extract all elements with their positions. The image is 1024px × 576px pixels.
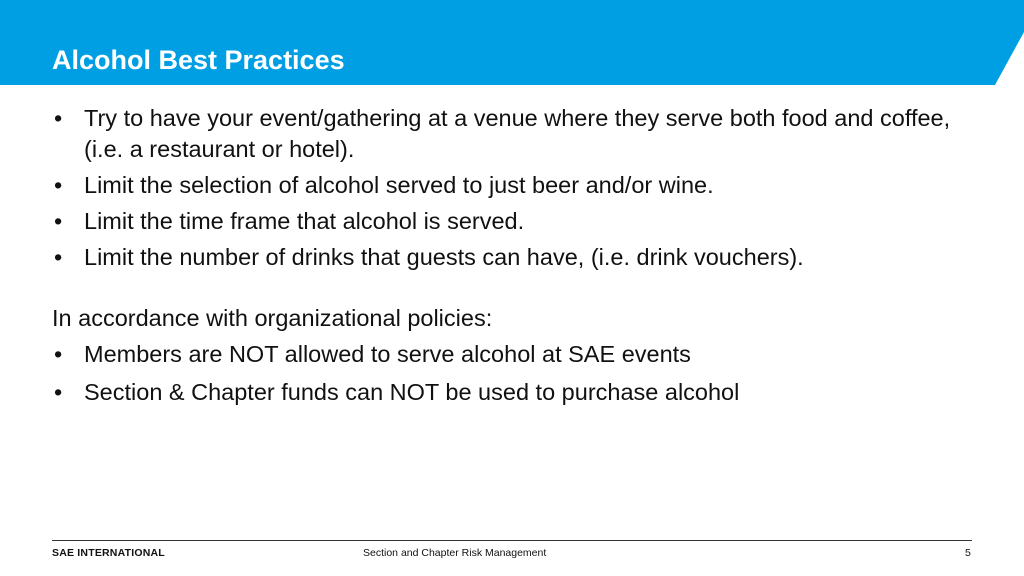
footer-title: Section and Chapter Risk Management bbox=[363, 547, 547, 559]
footer-divider bbox=[52, 540, 972, 541]
list-item bbox=[52, 377, 972, 408]
slide-content bbox=[52, 103, 972, 415]
list-item bbox=[52, 103, 972, 165]
bullet-icon: • bbox=[54, 208, 63, 234]
list-item-text: Limit the number of drinks that guests can have, (i.e. drink vouchers). bbox=[84, 244, 804, 270]
bullet-icon: • bbox=[54, 341, 63, 367]
list-item bbox=[52, 170, 972, 201]
list-item-text: Limit the selection of alcohol served to just beer and/or wine. bbox=[84, 172, 714, 198]
list-item-text: Section & Chapter funds can NOT be used to purchase alcohol bbox=[84, 379, 740, 405]
list-item-text: Try to have your event/gathering at a venue where they serve both food and coffee, (i.e. a restaurant or hotel). bbox=[84, 105, 951, 162]
policy-list bbox=[52, 339, 972, 408]
bullet-icon: • bbox=[54, 105, 63, 131]
practices-list bbox=[52, 103, 972, 273]
bullet-icon: • bbox=[54, 379, 63, 405]
list-item-text: Members are NOT allowed to serve alcohol at SAE events bbox=[84, 341, 691, 367]
list-item-text: Limit the time frame that alcohol is served. bbox=[84, 208, 525, 234]
bullet-icon: • bbox=[54, 244, 63, 270]
list-item bbox=[52, 339, 972, 370]
bullet-icon: • bbox=[54, 172, 63, 198]
page-number: 5 bbox=[965, 547, 971, 559]
footer-brand: SAE INTERNATIONAL bbox=[52, 547, 165, 559]
policy-intro: In accordance with organizational policies: bbox=[52, 305, 493, 331]
slide-title: Alcohol Best Practices bbox=[52, 45, 345, 75]
list-item bbox=[52, 242, 972, 273]
list-item bbox=[52, 206, 972, 237]
